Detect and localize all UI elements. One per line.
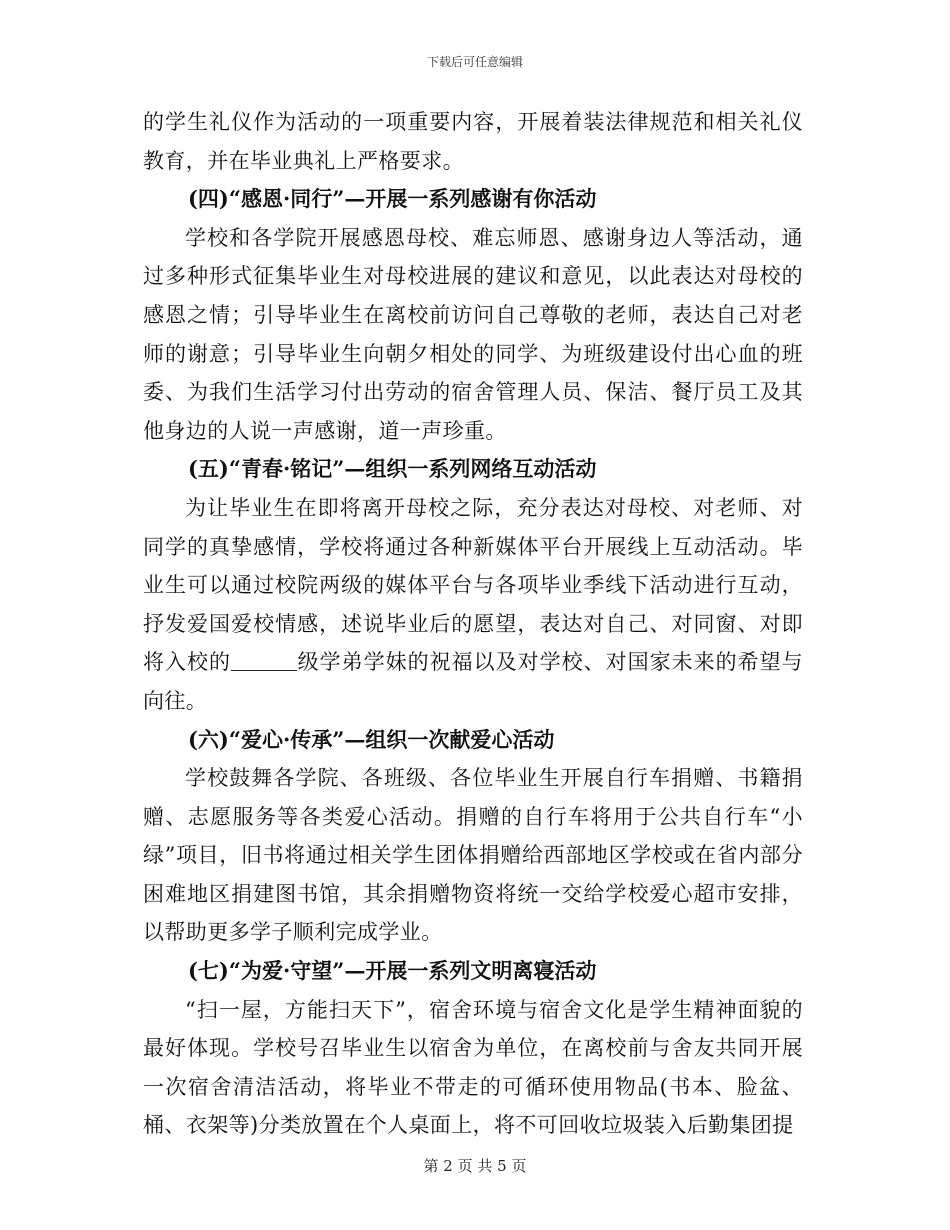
fill-in-blank — [231, 649, 297, 671]
paragraph-section-7: “扫一屋，方能扫天下”，宿舍环境与宿舍文化是学生精神面貌的最好体现。学校号召毕业生以宿舍为单位，在离校前与舍友共同开展一次宿舍清洁活动，将毕业不带走的可循环使用物品(书本、脸盆、桶、衣架等)分类放置在个人桌面上，将不可回收垃圾装入后勤集团提 — [143, 997, 803, 1138]
paragraph-section-5 — [143, 489, 803, 721]
section-heading-4: (四)“感恩·同行”—开展一系列感谢有你活动 — [188, 186, 597, 212]
page-header-note: 下载后可任意编辑 — [426, 55, 523, 69]
document-body — [143, 103, 803, 1145]
paragraph-section-4: 学校和各学院开展感恩母校、难忘师恩、感谢身边人等活动，通过多种形式征集毕业生对母校进展的建议和意见，以此表达对母校的感恩之情；引导毕业生在离校前访问自己尊敬的老师，表达自己对老师的谢意；引导毕业生向朝夕相处的同学、为班级建设付出心血的班委、为我们生活学习付出劳动的宿舍管理人员、保洁、餐厅员工及其他身边的人说一声感谢，道一声珍重。 — [143, 225, 803, 443]
paragraph-section-5-text-after-blank: 级学弟学妹的祝福以及对学校、对国家未来的希望与向往。 — [143, 650, 803, 713]
paragraph-continued: 的学生礼仪作为活动的一项重要内容，开展着装法律规范和相关礼仪教育，并在毕业典礼上严格要求。 — [143, 110, 803, 173]
paragraph-section-5-text: 为让毕业生在即将离开母校之际，充分表达对母校、对老师、对同学的真挚感情，学校将通过各种新媒体平台开展线上互动活动。毕业生可以通过校院两级的媒体平台与各项毕业季线下活动进行互动，抒发爱国爱校情感，述说毕业后的愿望，表达对自己、对同窗、对即将入校的 — [143, 495, 803, 675]
paragraph-section-6: 学校鼓舞各学院、各班级、各位毕业生开展自行车捐赠、书籍捐赠、志愿服务等各类爱心活动。捐赠的自行车将用于公共自行车“小绿”项目，旧书将通过相关学生团体捐赠给西部地区学校或在省内部分困难地区捐建图书馆，其余捐赠物资将统一交给学校爱心超市安排，以帮助更多学子顺利完成学业。 — [143, 766, 803, 945]
section-heading-7: (七)“为爱·守望”—开展一系列文明离寝活动 — [188, 958, 597, 984]
page-number: 第 2 页 共 5 页 — [423, 1157, 527, 1175]
section-heading-5: (五)“青春·铭记”—组织一系列网络互动活动 — [188, 456, 597, 482]
section-heading-6: (六)“爱心·传承”—组织一次献爱心活动 — [188, 726, 555, 752]
